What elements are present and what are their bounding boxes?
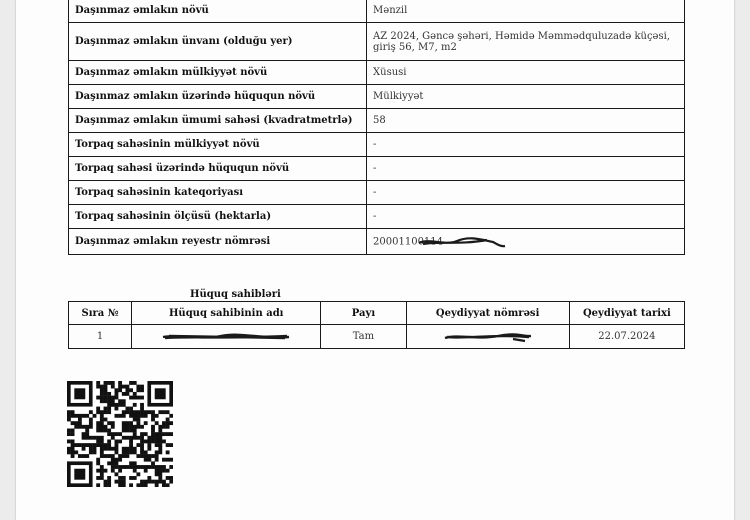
col-header-index: Sıra №	[69, 302, 132, 325]
field-label: Daşınmaz əmlakın üzərində hüququn növü	[69, 85, 367, 109]
table-row	[69, 0, 685, 23]
table-row	[69, 23, 685, 61]
field-value: -	[367, 157, 685, 181]
registration-date: 22.07.2024	[569, 325, 684, 349]
col-header-share: Payı	[321, 302, 406, 325]
table-row	[69, 205, 685, 229]
field-label: Torpaq sahəsinin mülkiyyət növü	[69, 133, 367, 157]
table-row	[69, 325, 685, 349]
field-label: Torpaq sahəsinin ölçüsü (hektarla)	[69, 205, 367, 229]
field-label: Daşınmaz əmlakın mülkiyyət növü	[69, 61, 367, 85]
table-row	[69, 157, 685, 181]
col-header-registration-date: Qeydiyyat tarixi	[569, 302, 684, 325]
redaction-scribble	[443, 331, 533, 343]
field-value: -	[367, 205, 685, 229]
field-value: -	[367, 133, 685, 157]
field-value	[367, 229, 685, 255]
field-value: Mənzil	[367, 0, 685, 23]
owner-share: Tam	[321, 325, 406, 349]
table-row	[69, 133, 685, 157]
field-label: Daşınmaz əmlakın reyestr nömrəsi	[69, 229, 367, 255]
owner-index: 1	[69, 325, 132, 349]
owner-name-redacted	[132, 325, 321, 349]
table-row	[69, 181, 685, 205]
qr-code	[67, 381, 173, 487]
col-header-registration-number: Qeydiyyat nömrəsi	[406, 302, 569, 325]
owners-table	[68, 301, 685, 349]
field-label: Torpaq sahəsi üzərində hüququn növü	[69, 157, 367, 181]
field-value: AZ 2024, Gəncə şəhəri, Həmidə Məmmədquluzadə küçəsi, giriş 56, M7, m2	[367, 23, 685, 61]
redaction-scribble	[161, 332, 291, 342]
registry-number-partial: 20001100114	[373, 236, 444, 247]
registration-number-redacted	[406, 325, 569, 349]
field-label: Daşınmaz əmlakın növü	[69, 0, 367, 23]
owners-header-row	[69, 302, 685, 325]
table-row	[69, 109, 685, 133]
field-label: Torpaq sahəsinin kateqoriyası	[69, 181, 367, 205]
redaction-scribble	[417, 235, 507, 249]
field-value: Xüsusi	[367, 61, 685, 85]
property-info-table	[68, 0, 685, 255]
table-row	[69, 229, 685, 255]
owners-title: Hüquq sahibləri	[190, 289, 281, 300]
field-label: Daşınmaz əmlakın ümumi sahəsi (kvadratmetrlə)	[69, 109, 367, 133]
table-row	[69, 85, 685, 109]
field-value: Mülkiyyət	[367, 85, 685, 109]
table-row	[69, 61, 685, 85]
field-value: -	[367, 181, 685, 205]
field-value: 58	[367, 109, 685, 133]
col-header-owner-name: Hüquq sahibinin adı	[132, 302, 321, 325]
field-label: Daşınmaz əmlakın ünvanı (olduğu yer)	[69, 23, 367, 61]
